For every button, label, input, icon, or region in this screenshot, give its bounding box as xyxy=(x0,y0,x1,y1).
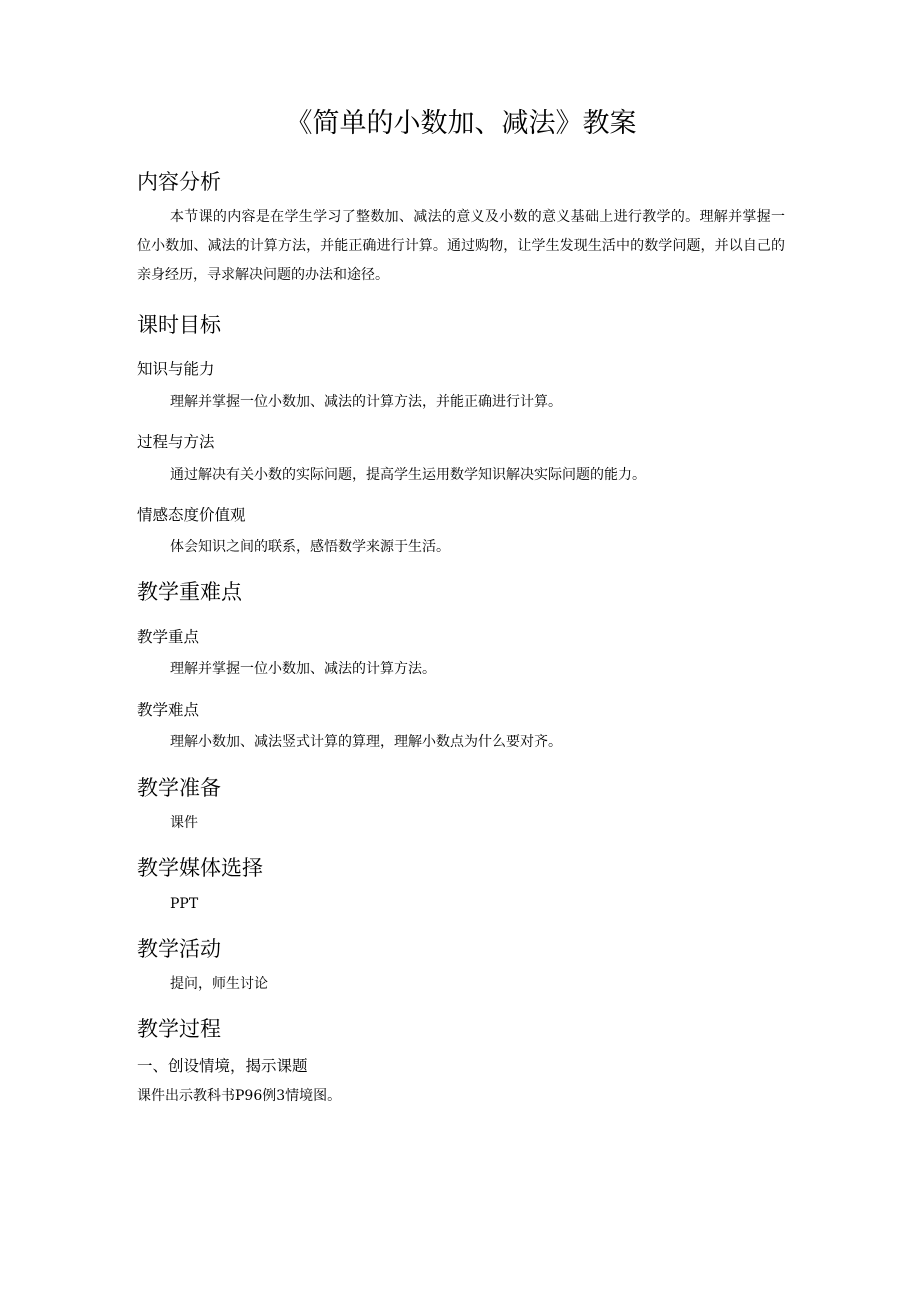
teaching-process-heading: 教学过程 xyxy=(137,1017,221,1041)
preparation-text: 课件 xyxy=(170,815,198,831)
step1-heading: 一、创设情境，揭示课题 xyxy=(137,1057,308,1075)
media-heading: 教学媒体选择 xyxy=(137,856,263,880)
knowledge-text: 理解并掌握一位小数加、减法的计算方法，并能正确进行计算。 xyxy=(170,394,562,410)
activity-text: 提问，师生讨论 xyxy=(170,976,268,992)
difficult-point-text: 理解小数加、减法竖式计算的算理，理解小数点为什么要对齐。 xyxy=(170,734,562,750)
content-analysis-heading: 内容分析 xyxy=(137,170,221,194)
key-points-heading: 教学重难点 xyxy=(137,580,242,604)
content-analysis-text: 本节课的内容是在学生学习了整数加、减法的意义及小数的意义基础上进行教学的。理解并掌握一位小数加、减法的计算方法，并能正确进行计算。通过购物，让学生发现生活中的数学问题，并以自己的亲身经历，寻求解决问题的办法和途径。 xyxy=(137,209,785,283)
process-method-text: 通过解决有关小数的实际问题，提高学生运用数学知识解决实际问题的能力。 xyxy=(170,467,646,483)
emotion-heading: 情感态度价值观 xyxy=(137,506,246,524)
preparation-heading: 教学准备 xyxy=(137,776,221,800)
difficult-point-heading: 教学难点 xyxy=(137,701,200,719)
step1-text: 课件出示教科书P96例3情境图。 xyxy=(137,1088,342,1104)
document-title: 《简单的小数加、减法》教案 xyxy=(285,108,637,139)
media-text: PPT xyxy=(170,896,199,912)
process-method-heading: 过程与方法 xyxy=(137,433,215,451)
activity-heading: 教学活动 xyxy=(137,937,221,961)
key-point-text: 理解并掌握一位小数加、减法的计算方法。 xyxy=(170,661,436,677)
knowledge-heading: 知识与能力 xyxy=(137,360,215,378)
objectives-heading: 课时目标 xyxy=(137,313,221,337)
key-point-heading: 教学重点 xyxy=(137,628,200,646)
emotion-text: 体会知识之间的联系，感悟数学来源于生活。 xyxy=(170,539,450,555)
